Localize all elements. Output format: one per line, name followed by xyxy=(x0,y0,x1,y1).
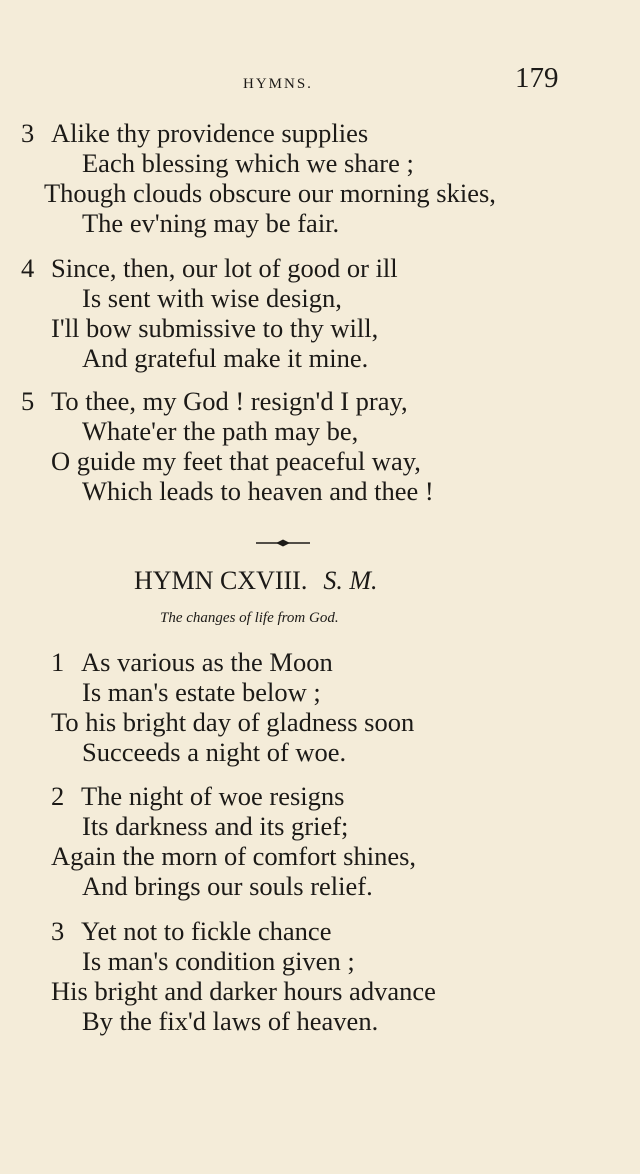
stanza-number: 1 xyxy=(51,647,65,677)
verse-line: Is man's estate below ; xyxy=(82,677,321,707)
verse-line: O guide my feet that peaceful way, xyxy=(51,446,421,476)
verse-line: Is sent with wise design, xyxy=(82,283,342,313)
verse-line: By the fix'd laws of heaven. xyxy=(82,1006,379,1036)
stanza-number: 4 xyxy=(21,253,35,283)
verse-line: As various as the Moon xyxy=(81,647,333,677)
verse-line: Alike thy providence supplies xyxy=(51,118,369,148)
verse-line: I'll bow submissive to thy will, xyxy=(51,313,379,343)
verse-line: Yet not to fickle chance xyxy=(81,916,332,946)
hymn-number-title: HYMN CXVIII. xyxy=(134,566,308,595)
stanza-number: 5 xyxy=(21,386,35,416)
verse-line: Each blessing which we share ; xyxy=(82,148,414,178)
verse-line: Which leads to heaven and thee ! xyxy=(82,476,434,506)
verse-line: Though clouds obscure our morning skies, xyxy=(44,178,496,208)
verse-line: Since, then, our lot of good or ill xyxy=(51,253,398,283)
running-head: HYMNS. xyxy=(243,76,313,92)
verse-line: Its darkness and its grief; xyxy=(82,811,349,841)
ornament-divider xyxy=(254,537,312,549)
verse-line: To his bright day of gladness soon xyxy=(51,707,415,737)
verse-line: The ev'ning may be fair. xyxy=(82,208,340,238)
verse-line: The night of woe resigns xyxy=(81,781,345,811)
verse-line: And grateful make it mine. xyxy=(82,343,369,373)
hymn-subtitle: The changes of life from God. xyxy=(160,610,339,626)
hymn-meter: S. M. xyxy=(323,566,378,595)
stanza-number: 3 xyxy=(51,916,65,946)
verse-line: Whate'er the path may be, xyxy=(82,416,359,446)
verse-line: Is man's condition given ; xyxy=(82,946,355,976)
hymn-title xyxy=(134,566,378,596)
verse-line: To thee, my God ! resign'd I pray, xyxy=(51,386,408,416)
page-number: 179 xyxy=(515,62,559,94)
verse-line: And brings our souls relief. xyxy=(82,871,373,901)
verse-line: His bright and darker hours advance xyxy=(51,976,436,1006)
stanza-number: 3 xyxy=(21,118,35,148)
verse-line: Again the morn of comfort shines, xyxy=(51,841,417,871)
stanza-number: 2 xyxy=(51,781,65,811)
verse-line: Succeeds a night of woe. xyxy=(82,737,347,767)
